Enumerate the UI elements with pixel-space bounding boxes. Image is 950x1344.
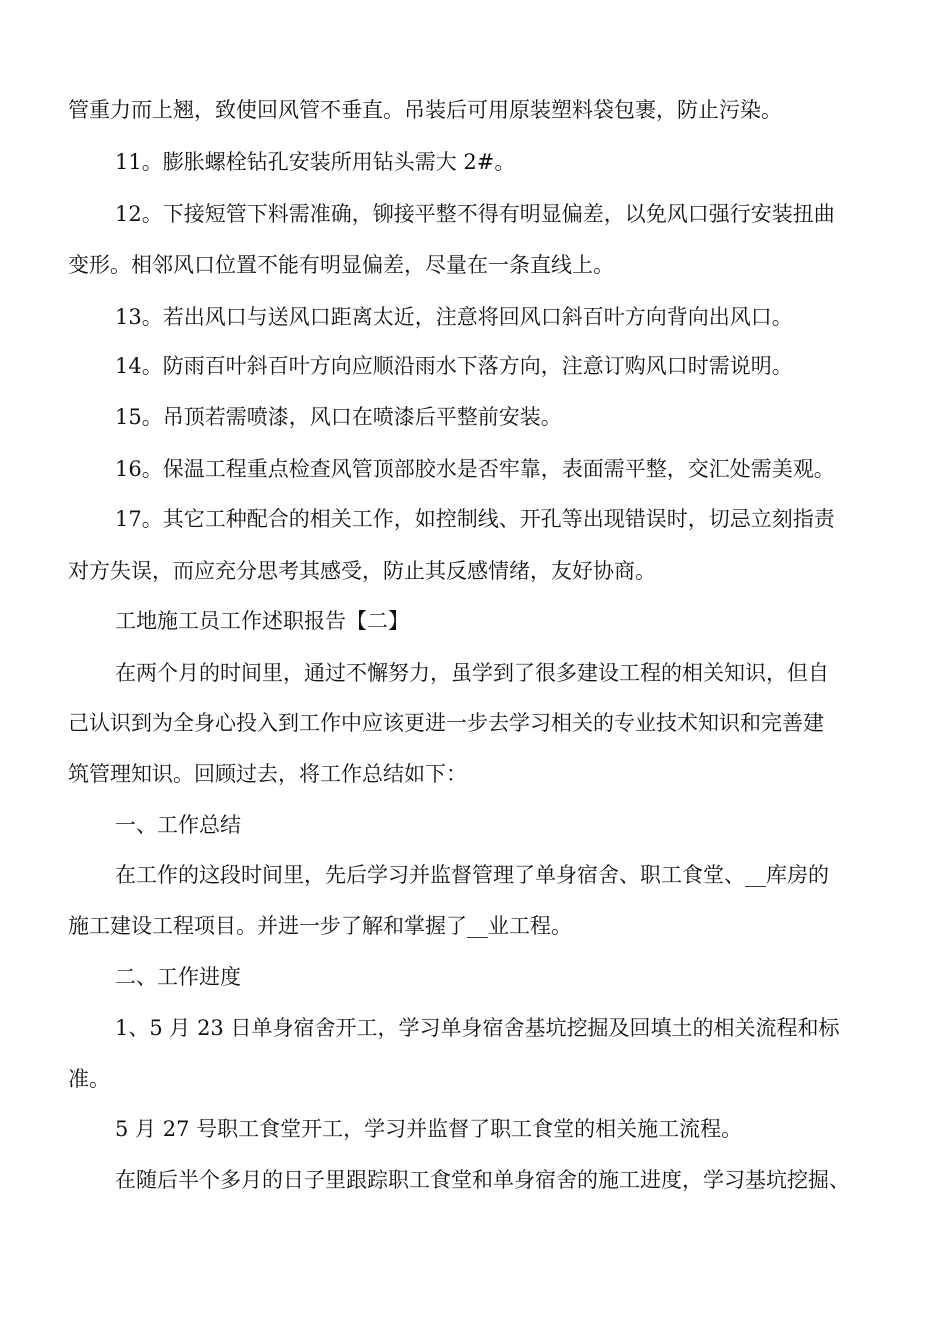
text-line: 14。防雨百叶斜百叶方向应顺沿雨水下落方向，注意订购风口时需说明。 xyxy=(115,354,793,378)
text-line: 13。若出风口与送风口距离太近，注意将回风口斜百叶方向背向出风口。 xyxy=(115,305,793,329)
text-line: 对方失误，而应充分思考其感受，防止其反感情绪，友好协商。 xyxy=(68,559,656,583)
text-line: 施工建设工程项目。并进一步了解和掌握了__业工程。 xyxy=(68,914,572,938)
text-line: 1、5 月 23 日单身宿舍开工，学习单身宿舍基坑挖掘及回填土的相关流程和标 xyxy=(115,1016,840,1040)
text-line: 在两个月的时间里，通过不懈努力，虽学到了很多建设工程的相关知识，但自 xyxy=(115,661,829,685)
section-heading: 工地施工员工作述职报告【二】 xyxy=(115,609,409,633)
section-heading: 一、工作总结 xyxy=(115,813,241,837)
text-line: 12。下接短管下料需准确，铆接平整不得有明显偏差，以免风口强行安装扭曲 xyxy=(115,202,835,226)
text-line: 15。吊顶若需喷漆，风口在喷漆后平整前安装。 xyxy=(115,405,562,429)
text-line: 在工作的这段时间里，先后学习并监督管理了单身宿舍、职工食堂、__库房的 xyxy=(115,863,829,887)
section-heading: 二、工作进度 xyxy=(115,965,241,989)
text-line: 变形。相邻风口位置不能有明显偏差，尽量在一条直线上。 xyxy=(68,253,614,277)
text-line: 己认识到为全身心投入到工作中应该更进一步去学习相关的专业技术知识和完善建 xyxy=(68,711,824,735)
text-line: 准。 xyxy=(68,1067,110,1091)
text-line: 17。其它工种配合的相关工作，如控制线、开孔等出现错误时，切忌立刻指责 xyxy=(115,507,835,531)
text-line: 管重力而上翘，致使回风管不垂直。吊装后可用原装塑料袋包裹，防止污染。 xyxy=(68,98,782,122)
text-line: 16。保温工程重点检查风管顶部胶水是否牢靠，表面需平整，交汇处需美观。 xyxy=(115,457,835,481)
text-line: 5 月 27 号职工食堂开工，学习并监督了职工食堂的相关施工流程。 xyxy=(115,1117,743,1141)
text-line: 筑管理知识。回顾过去，将工作总结如下： xyxy=(68,762,467,786)
text-line: 11。膨胀螺栓钻孔安装所用钻头需大 2#。 xyxy=(115,150,516,174)
text-line: 在随后半个多月的日子里跟踪职工食堂和单身宿舍的施工进度，学习基坑挖掘、 xyxy=(115,1168,850,1192)
